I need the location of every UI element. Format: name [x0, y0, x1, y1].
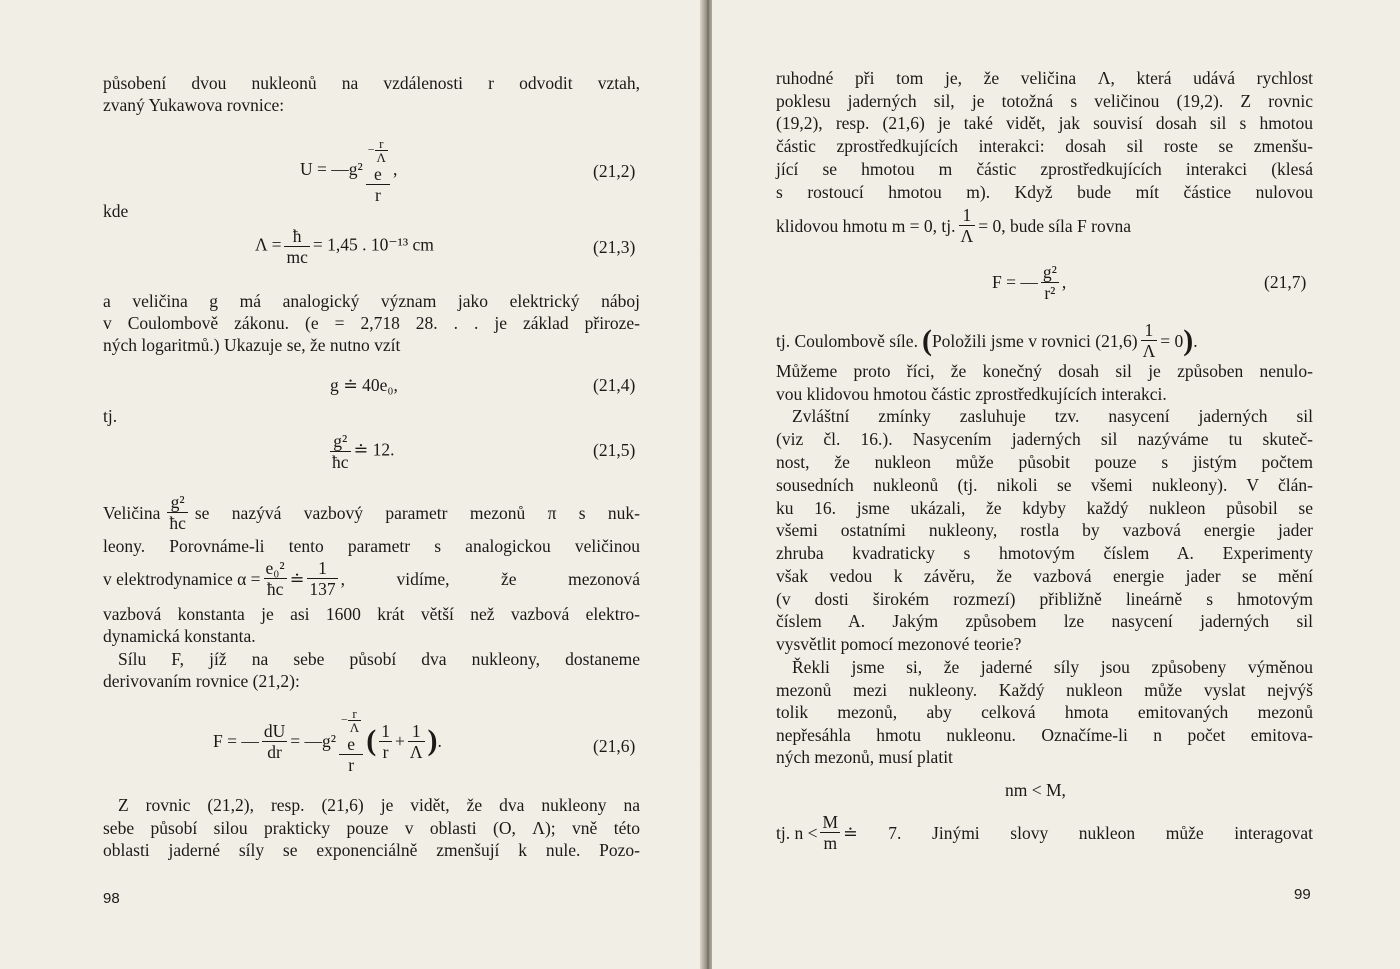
text-line: ných logaritmů.) Ukazuje se, že nutno vzít — [103, 335, 401, 355]
equation-21-4: g ≐ 40e₀, — [330, 375, 398, 395]
text-line: poklesu jaderných sil, je totožná s veličinou (19,2). Z rovnic — [776, 91, 1313, 111]
text-line: Řekli jsme si, že jaderné síly jsou způsobeny výměnou — [792, 657, 1313, 677]
equation-label: (21,6) — [593, 736, 636, 756]
text-line: působení dvou nukleonů na vzdálenosti r odvodit vztah, — [103, 73, 640, 93]
equation-label: (21,3) — [593, 237, 636, 257]
text-line: tolik mezonů, aby celková hmota emitovaných mezonů — [776, 702, 1313, 722]
text-line: vou klidovou hmotou částic zprostředkujících interakci. — [776, 384, 1167, 404]
text-line: Můžeme proto říci, že konečný dosah sil je způsoben nenulo- — [776, 361, 1313, 381]
text-line: (viz čl. 16.). Nasycením jaderných sil nazýváme tu skuteč- — [776, 429, 1313, 449]
text-line: Z rovnic (21,2), resp. (21,6) je vidět, že dva nukleony na — [118, 795, 640, 815]
text-line: nost, že nukleon může působit pouze s jistým počtem — [776, 452, 1313, 472]
text-line: všemi ostatními nukleony, rostla by vazbová energie jader — [776, 520, 1313, 540]
text-line: tj. — [103, 406, 118, 426]
text-line: (v dosti širokém rozmezí) přibližně lineárně s hmotovým — [776, 589, 1313, 609]
text-line: ku 16. jsme ukázali, že kdyby každý nukleon působil se — [776, 498, 1313, 518]
text-line: dynamická konstanta. — [103, 626, 256, 646]
text-line: zvaný Yukawova rovnice: — [103, 95, 285, 115]
text-line: klidovou hmotu m = 0, tj. $\frac{1}{\Lambda}$ = 0, bude síla F rovna — [776, 205, 1132, 246]
text-line: Zvláštní zmínky zasluhuje tzv. nasycení jaderných sil — [792, 406, 1313, 426]
equation-nm: nm < M, — [1005, 780, 1066, 800]
equation-21-6: F = — $\frac{dU}{dr}$ = —g² − $\frac{r}{\Lambda}$ e r ( 1 r + $\frac{1}{\Lambda}$ ) . — [213, 706, 442, 775]
text-line: vazbová konstanta je asi 1600 krát větší než vazbová elektro- — [103, 604, 640, 624]
text-line: nepřesáhla hmotu nukleonu. Označíme-li n počet emitova- — [776, 725, 1313, 745]
page-number: 99 — [1294, 886, 1311, 903]
text-line: kde — [103, 201, 129, 221]
text-line: derivovaním rovnice (21,2): — [103, 671, 300, 691]
text-line: v Coulombově zákonu. (e = 2,718 28. . . je základ přiroze- — [103, 313, 640, 333]
text-line: Sílu F, jíž na sebe působí dva nukleony, dostaneme — [118, 649, 640, 669]
text-line: zhruba kvadraticky s hmotovým číslem A. Experimenty — [776, 543, 1313, 563]
text-line: vysvětlit pomocí mezonové teorie? — [776, 634, 1022, 654]
equation-21-5: $\frac{\text{g²}}{ħc}$ ≐ 12. — [332, 431, 395, 472]
text-line: sebe působí silou prakticky pouze v oblasti (O, Λ); vně této — [103, 818, 640, 838]
equation-21-2: U = —g² − $\frac{r}{\Lambda}$ e r , — [300, 136, 398, 205]
text-line: sousedních nukleonů (tj. nikoli se všemi nukleony). V člán- — [776, 475, 1313, 495]
text-line: tj. Coulombově síle. ( Položili jsme v rovnici (21,6) $\frac{1}{\Lambda}$ = 0 ) . — [776, 320, 1198, 361]
text-line: oblasti jaderné síly se exponenciálně zmenšují k nule. Pozo- — [103, 840, 640, 860]
equation-label: (21,2) — [593, 161, 636, 181]
equation-21-7: F = — g² r² , — [992, 262, 1067, 303]
text-line: však vedou k závěru, že vazbová energie jader se mění — [776, 566, 1313, 586]
text-line: jící se hmotou m částic zprostředkujících interakci (klesá — [776, 159, 1313, 179]
text-line: částic zprostředkujících interakci: dosah sil roste se zmenšu- — [776, 136, 1313, 156]
text-line: ných mezonů, musí platit — [776, 747, 953, 767]
right-page — [712, 0, 1400, 969]
text-line: s rostoucí hmotou m). Když bude mít částice nulovou — [776, 182, 1313, 202]
equation-label: (21,7) — [1264, 272, 1307, 292]
equation-label: (21,4) — [593, 375, 636, 395]
text-line: (19,2), resp. (21,6) je také vidět, jak souvisí dosah sil s hmotou — [776, 113, 1313, 133]
text-line: v elektrodynamice α = $\frac{\text{e₀²}}{ħc}$ ≐ 1 137 , vidíme, že mezonová — [103, 558, 640, 599]
equation-label: (21,5) — [593, 440, 636, 460]
text-line: Veličina g² ħc se nazývá vazbový parametr mezonů π s nuk- — [103, 492, 640, 533]
equation-21-3: Λ = $\frac{ħ}{mc}$ = 1,45 . 10⁻¹³ cm — [255, 226, 434, 267]
text-line: a veličina g má analogický význam jako elektrický náboj — [103, 291, 640, 311]
page-number: 98 — [103, 890, 120, 907]
text-line: ruhodné při tom je, že veličina Λ, která udává rychlost — [776, 68, 1313, 88]
text-line: mezonů mezi nukleony. Každý nukleon může vyslat nejvýš — [776, 680, 1313, 700]
text-line: leony. Porovnáme-li tento parametr s analogickou veličinou — [103, 536, 640, 556]
text-line: tj. n < M m ≐ 7. Jinými slovy nukleon může interagovat — [776, 812, 1313, 853]
text-line: číslem A. Jakým způsobem lze nasycení jaderných sil — [776, 611, 1313, 631]
